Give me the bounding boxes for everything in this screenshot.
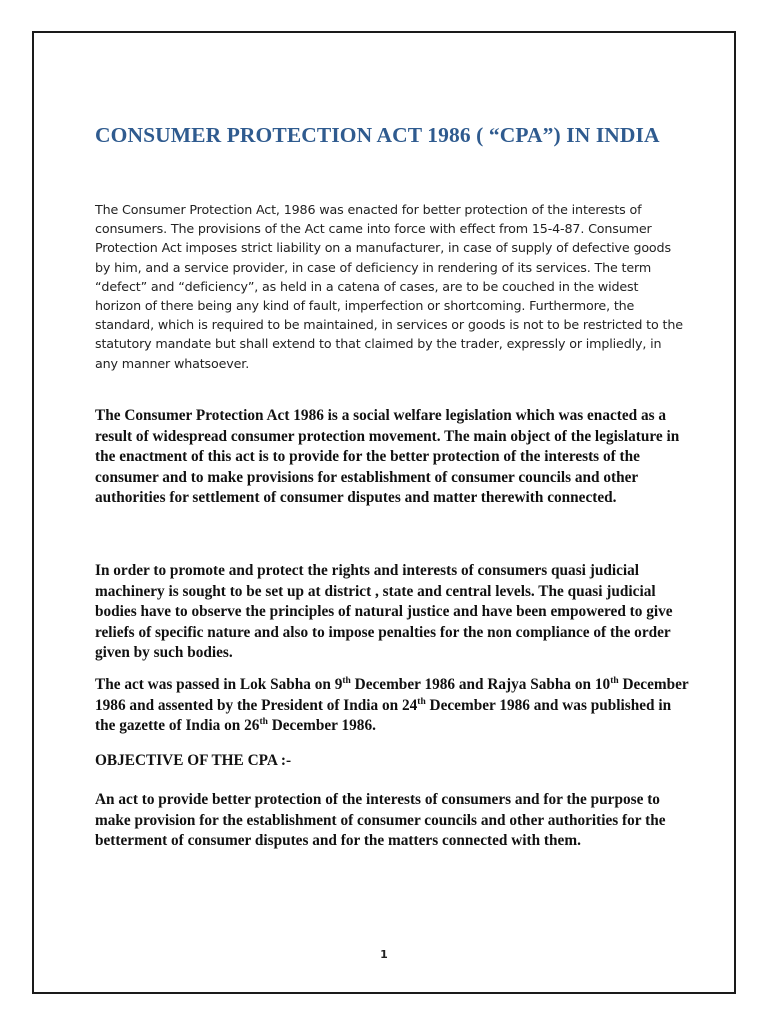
ordinal-suffix: th	[259, 717, 268, 728]
document-title: CONSUMER PROTECTION ACT 1986 ( “CPA”) IN INDIA	[95, 123, 660, 147]
act-passed-text-5: December 1986.	[267, 717, 376, 735]
welfare-legislation-paragraph: The Consumer Protection Act 1986 is a social welfare legislation which was enacted as a result of widespread consumer protection movement. The main object of the legislature in the enactment of this act is to provide for the better protection of the interests of the consumer and to make provisions for establishment of consumer councils and other authorities for settlement of consumer disputes and matter therewith connected.	[95, 407, 680, 507]
intro-paragraph: The Consumer Protection Act, 1986 was enacted for better protection of the interests of consumers. The provisions of the Act came into force with effect from 15-4-87. Consumer Protection Act imposes strict liability on a manufacturer, in case of supply of defective goods by him, and a service provider, in case of deficiency in rendering of its services. The term “defect” and “deficiency”, as held in a catena of cases, are to be couched in the widest horizon of there being any kind of fault, imperfection or shortcoming. Furthermore, the standard, which is required to be maintained, in services or goods is not to be restricted to the statutory mandate but shall extend to that claimed by the trader, expressly or impliedly, in any manner whatsoever.	[95, 202, 683, 371]
ordinal-suffix: th	[610, 676, 619, 686]
act-passed-paragraph	[95, 675, 693, 737]
document-page	[32, 31, 736, 994]
objective-heading: OBJECTIVE OF THE CPA :-	[95, 752, 292, 769]
objective-paragraph: An act to provide better protection of the interests of consumers and for the purpose to make provision for the establishment of consumer councils and other authorities for the betterment of consumer disputes and for the matters connected with them.	[95, 791, 666, 850]
act-passed-text-4: December 1986 and was published in the gazette of India on 26	[95, 696, 672, 735]
act-passed-text-2: December 1986 and Rajya Sabha on 10	[350, 676, 611, 693]
page-number: 1	[380, 948, 388, 961]
quasi-judicial-paragraph: In order to promote and protect the rights and interests of consumers quasi judicial machinery is sought to be set up at district , state and central levels. The quasi judicial bodies have to observe the principles of natural justice and have been empowered to give reliefs of specific nature and also to impose penalties for the non compliance of the order given by such bodies.	[95, 562, 673, 662]
act-passed-text-3: December 1986 and assented by the President of India on 24	[95, 676, 689, 714]
ordinal-suffix: th	[342, 676, 351, 686]
ordinal-suffix: th	[417, 696, 426, 707]
act-passed-text-1: The act was passed in Lok Sabha on 9	[95, 676, 343, 693]
